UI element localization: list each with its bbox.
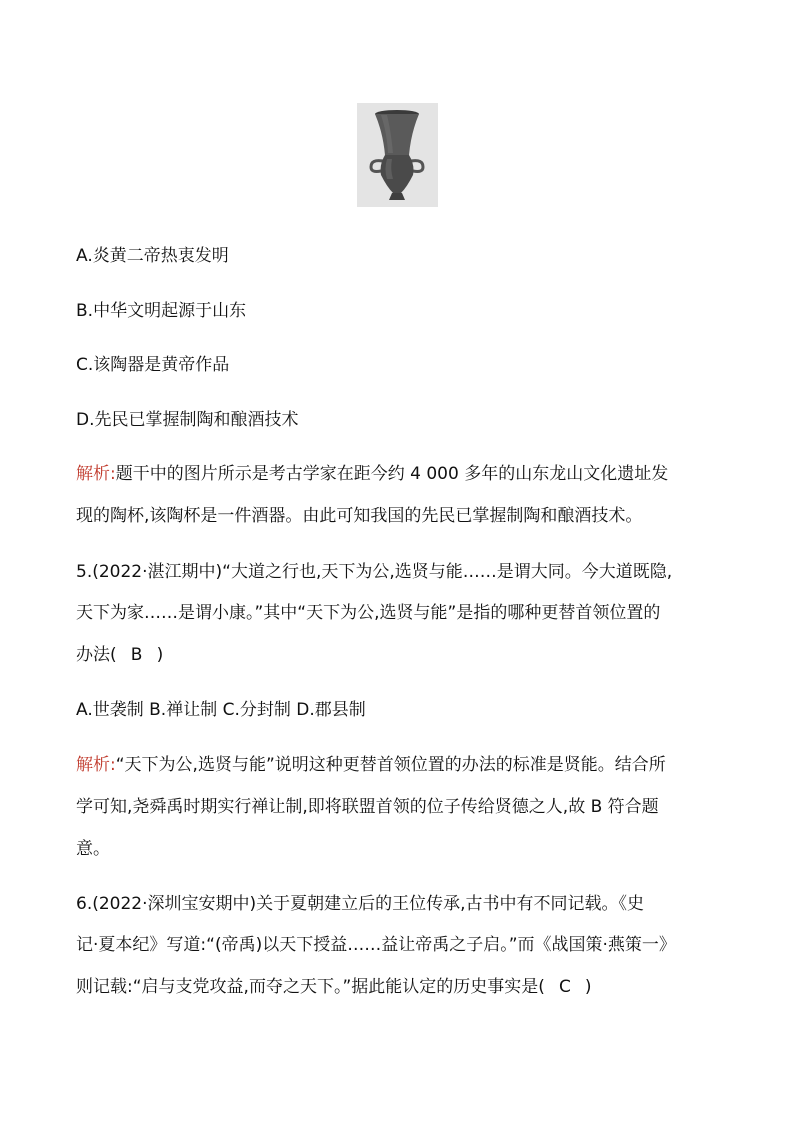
q5-stem-text: 办法( (76, 645, 117, 665)
analysis-label: 解析: (76, 755, 116, 775)
q5-analysis-line-3: 意。 (76, 839, 110, 859)
analysis-text: “天下为公,选贤与能”说明这种更替首领位置的办法的标准是贤能。结合所 (115, 755, 666, 775)
analysis-text: 题干中的图片所示是考古学家在距今约 4 000 多年的山东龙山文化遗址发 (115, 464, 669, 484)
analysis-label: 解析: (76, 464, 116, 484)
q5-stem-line-2: 天下为家……是谓小康。”其中“天下为公,选贤与能”是指的哪种更替首领位置的 (76, 603, 661, 623)
q5-answer: B (130, 645, 143, 665)
pottery-cup-illustration (357, 103, 438, 207)
q6-stem-line-3 (76, 976, 726, 998)
q5-close-paren: ) (156, 645, 164, 665)
q5-analysis-line-1 (76, 754, 726, 776)
q6-close-paren: ) (584, 977, 592, 997)
q6-stem-line-2: 记·夏本纪》写道:“(帝禹)以天下授益……益让帝禹之子启。”而《战国策·燕策一》 (76, 935, 676, 955)
option-b: B.中华文明起源于山东 (76, 301, 247, 321)
q5-options: A.世袭制 B.禅让制 C.分封制 D.郡县制 (76, 700, 366, 720)
q6-stem-text: 则记载:“启与支党攻益,而夺之天下。”据此能认定的历史事实是( (76, 977, 545, 997)
q6-stem-line-1: 6.(2022·深圳宝安期中)关于夏朝建立后的王位传承,古书中有不同记载。《史 (76, 894, 645, 914)
q4-analysis-line-2: 现的陶杯,该陶杯是一件酒器。由此可知我国的先民已掌握制陶和酿酒技术。 (76, 506, 643, 526)
q6-answer: C (558, 977, 571, 997)
option-d: D.先民已掌握制陶和酿酒技术 (76, 410, 299, 430)
pottery-cup-image (357, 103, 438, 207)
q5-analysis-line-2: 学可知,尧舜禹时期实行禅让制,即将联盟首领的位子传给贤德之人,故 B 符合题 (76, 797, 659, 817)
q5-stem-line-1: 5.(2022·湛江期中)“大道之行也,天下为公,选贤与能……是谓大同。今大道既隐, (76, 562, 673, 582)
q4-analysis-line-1 (76, 463, 726, 485)
option-a: A.炎黄二帝热衷发明 (76, 246, 229, 266)
q5-stem-line-3 (76, 644, 726, 666)
option-c: C.该陶器是黄帝作品 (76, 355, 230, 375)
